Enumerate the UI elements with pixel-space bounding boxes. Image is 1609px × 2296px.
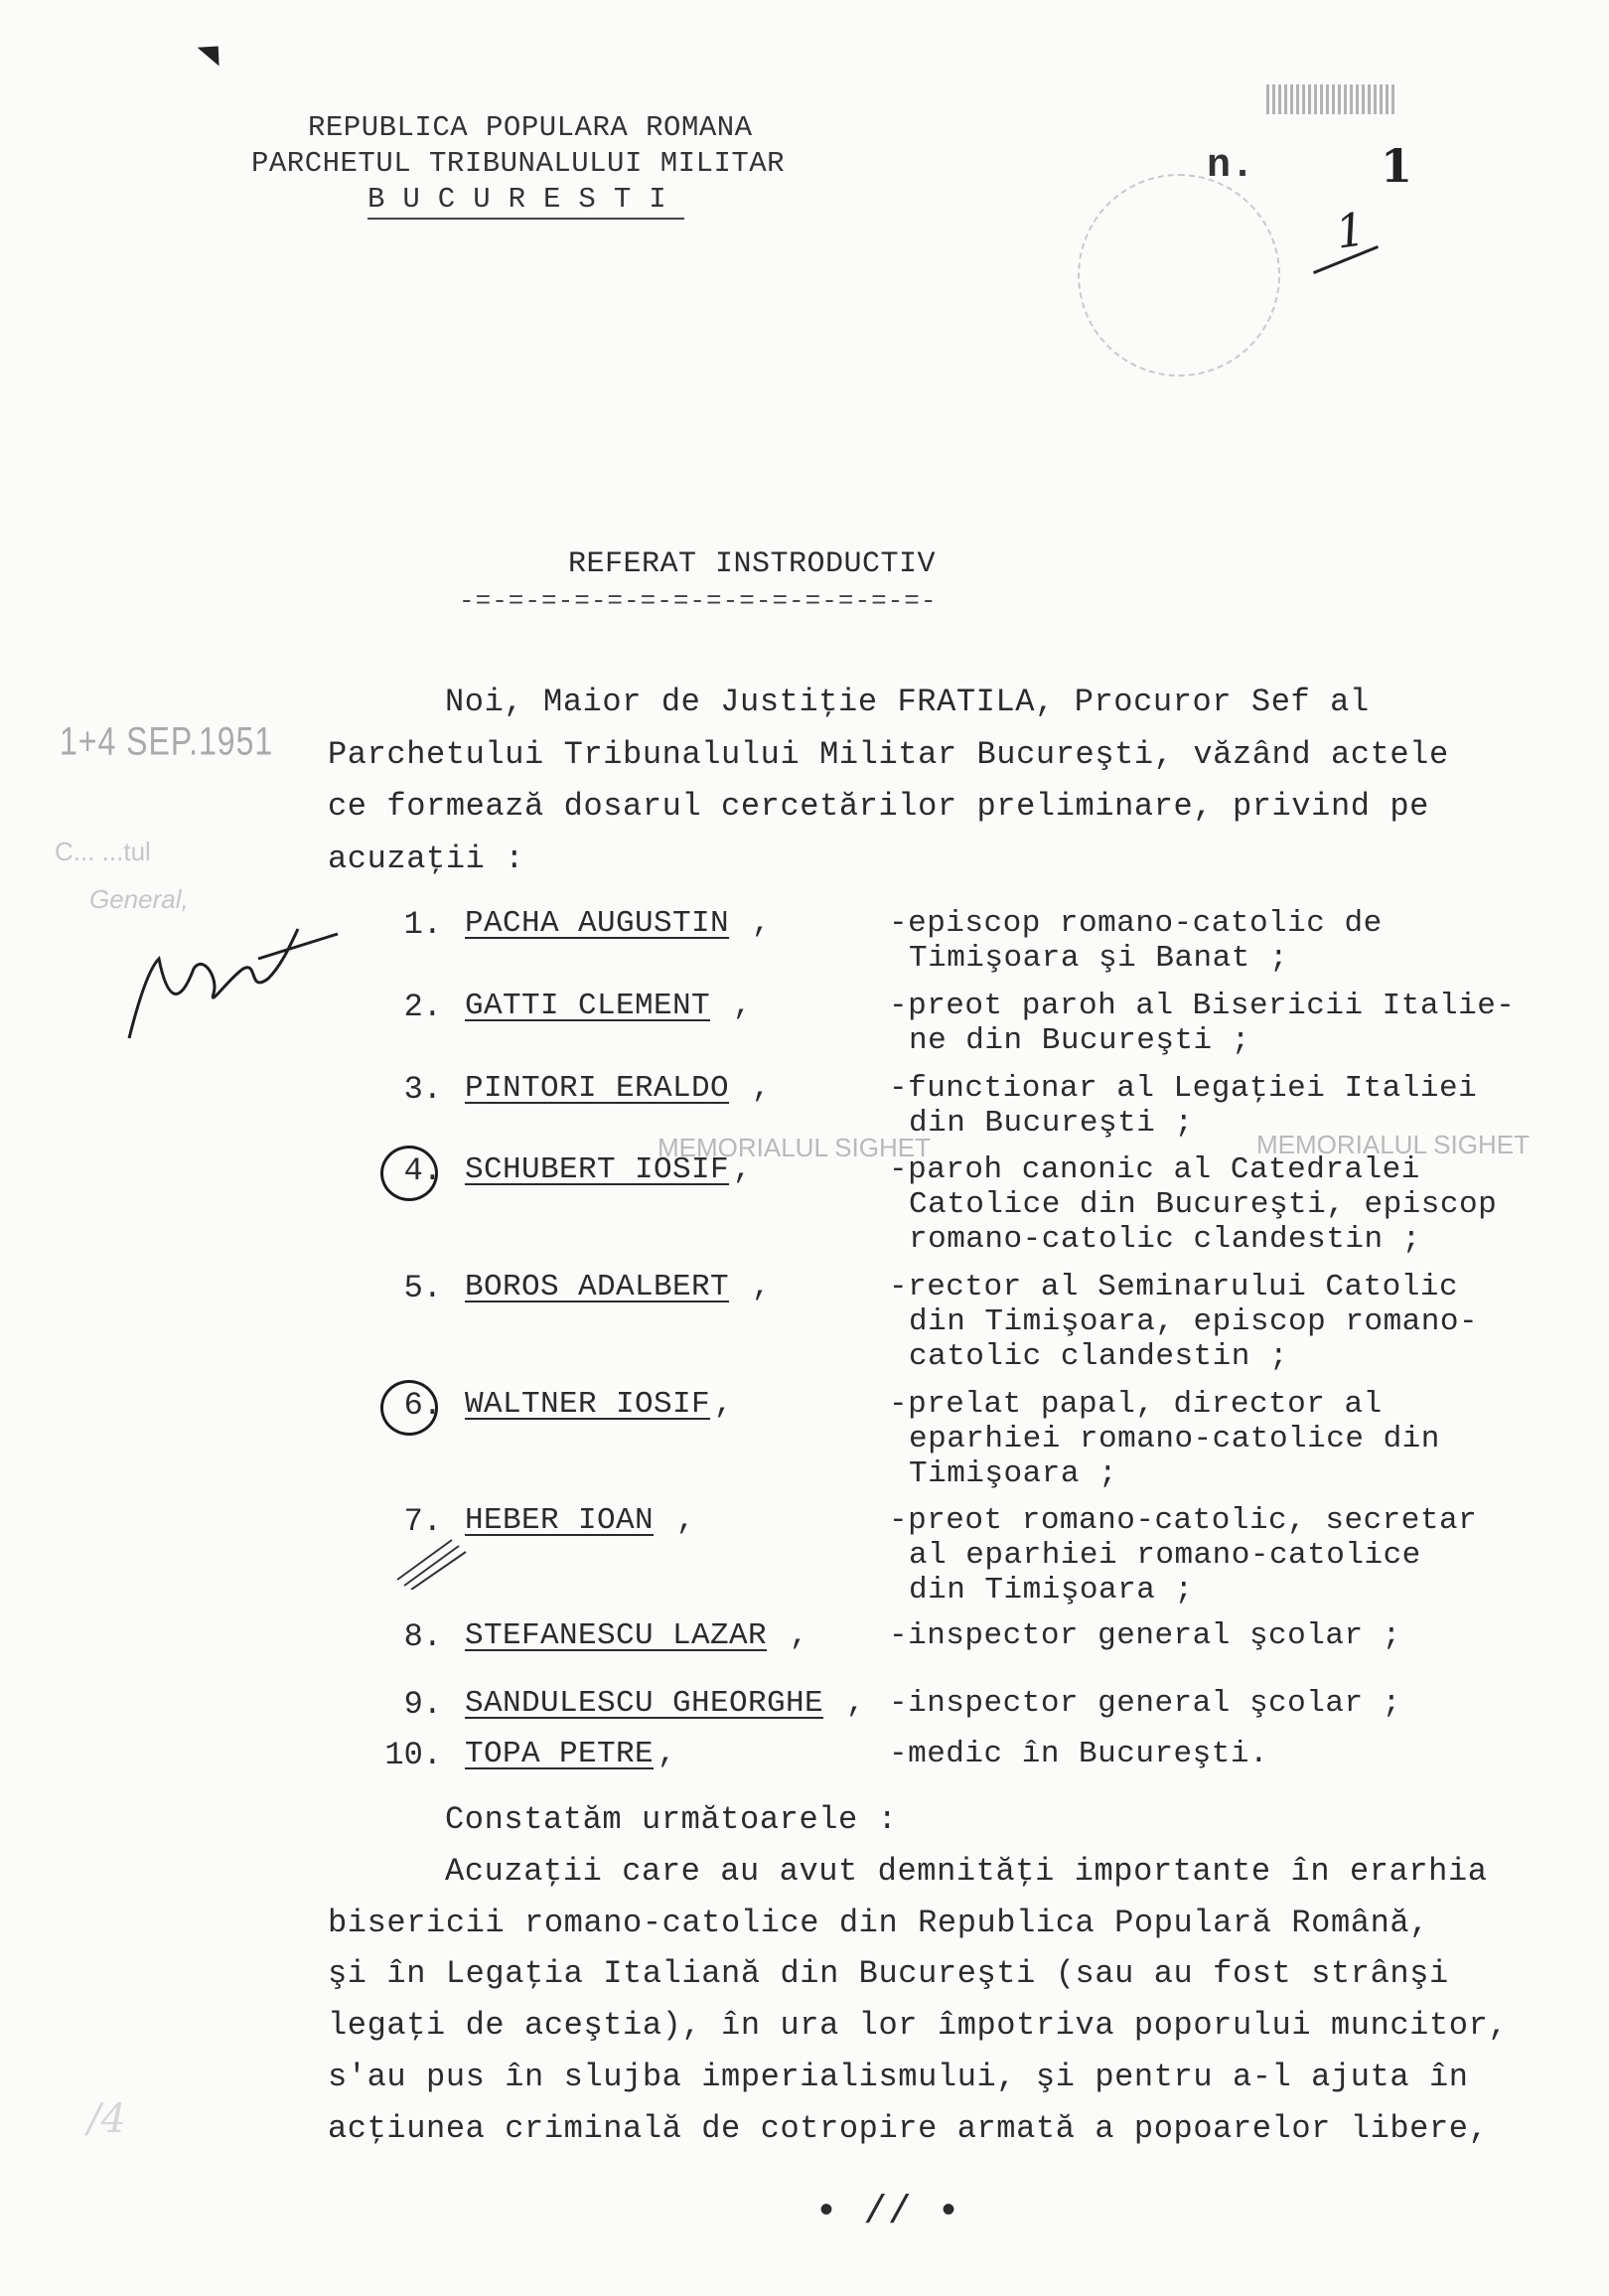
intro-line-1: Noi, Maior de Justiţie FRATILA, Procuror Sef al <box>445 684 1370 720</box>
accused-number: 7. <box>403 1503 442 1540</box>
separator-comma: , <box>733 989 752 1023</box>
accused-name: GATTI CLEMENT <box>465 989 711 1023</box>
accused-name: SCHUBERT IOSIF <box>465 1152 730 1187</box>
accused-number: 8. <box>403 1618 442 1655</box>
accused-name: SANDULESCU GHEORGHE <box>465 1686 824 1721</box>
accused-number: 10. <box>384 1737 442 1773</box>
header-city: BUCURESTI <box>367 183 684 220</box>
separator-comma: , <box>846 1686 865 1721</box>
title-decoration: -=-=-=-=-=-=-=-=-=-=-=-=-=-=- <box>459 586 938 616</box>
accused-name: PINTORI ERALDO <box>465 1071 730 1106</box>
accused-name: HEBER IOAN <box>465 1503 655 1538</box>
accused-name: PACHA AUGUSTIN <box>465 906 730 941</box>
header-line-1: REPUBLICA POPULARA ROMANA <box>308 111 753 144</box>
separator-comma: , <box>658 1737 676 1771</box>
accused-description: -prelat papal, director al eparhiei romano-catolice din Timişoara ; <box>889 1387 1440 1491</box>
intro-line-3: ce formează dosarul cercetărilor preliminare, privind pe <box>328 788 1429 825</box>
accused-name: WALTNER IOSIF <box>465 1387 711 1422</box>
watermark: MEMORIALUL SIGHET <box>658 1133 931 1162</box>
intro-line-4: acuzaţii : <box>328 841 525 877</box>
accused-description: -preot paroh al Bisericii Italie- ne din Bucureşti ; <box>889 989 1516 1058</box>
accused-name: STEFANESCU LAZAR <box>465 1618 768 1653</box>
accused-description: -inspector general şcolar ; <box>889 1686 1401 1721</box>
separator-comma: , <box>790 1618 808 1653</box>
accused-description: -preot romano-catolic, secretar al eparhiei romano-catolice din Timişoara ; <box>889 1503 1478 1607</box>
accused-name: TOPA PETRE <box>465 1737 655 1771</box>
separator-comma: , <box>676 1503 695 1538</box>
body-line-1: Constatăm următoarele : <box>445 1801 898 1838</box>
separator-comma: , <box>752 906 771 941</box>
document-title: REFERAT INSTRODUCTIV <box>568 547 937 581</box>
accused-description: -inspector general şcolar ; <box>889 1618 1401 1653</box>
body-line-6: s'au pus în slujba imperialismului, şi pentru a-l ajuta în <box>328 2059 1469 2095</box>
page-number: 1 <box>1381 139 1413 193</box>
accused-number: 4. <box>403 1152 442 1189</box>
separator-comma: , <box>733 1152 752 1187</box>
round-seal-stamp <box>1078 174 1280 377</box>
accused-description: -functionar al Legaţiei Italiei din Bucureşti ; <box>889 1071 1478 1141</box>
body-line-4: şi în Legaţia Italiană din Bucureşti (sau au fost strânşi <box>328 1955 1449 1992</box>
accused-description: -medic în Bucureşti. <box>889 1737 1269 1771</box>
header-line-2: PARCHETUL TRIBUNALULUI MILITAR <box>251 147 786 180</box>
handwritten-hatch-mark <box>392 1530 472 1590</box>
accused-description: -rector al Seminarului Catolic din Timişoara, episcop romano- catolic clandestin ; <box>889 1270 1479 1374</box>
stamp-date: 1+4 SEP.1951 <box>60 718 274 764</box>
handwritten-signature <box>109 899 358 1048</box>
accused-number: 9. <box>403 1686 442 1723</box>
handwritten-page-number: 1 <box>1332 202 1369 259</box>
body-line-5: legaţi de aceştia), în ura lor împotriva poporului muncitor, <box>328 2007 1509 2044</box>
body-line-7: acţiunea criminală de cotropire armată a popoarelor libere, <box>328 2110 1489 2147</box>
intro-line-2: Parchetului Tribunalului Militar Bucureşti, văzând actele <box>328 736 1449 773</box>
accused-number: 3. <box>403 1071 442 1108</box>
stamp-line-2: General, <box>89 884 189 914</box>
accused-number: 1. <box>403 906 442 943</box>
separator-comma: , <box>752 1270 771 1304</box>
accused-name: BOROS ADALBERT <box>465 1270 730 1304</box>
stamp-line-1: C... ...tul <box>55 837 151 866</box>
body-line-2: Acuzaţii care au avut demnităţi importante în erarhia <box>445 1853 1488 1890</box>
smudge-mark <box>1266 84 1395 114</box>
corner-mark <box>198 37 228 70</box>
separator-comma: , <box>714 1387 733 1422</box>
registry-mark: n. <box>1207 144 1255 189</box>
accused-number: 5. <box>403 1270 442 1306</box>
accused-description: -episcop romano-catolic de Timişoara şi Banat ; <box>889 906 1383 976</box>
accused-description: -paroh canonic al Catedralei Catolice din Bucureşti, episcop romano-catolic clandestin ; <box>889 1152 1498 1257</box>
continuation-mark: • // • <box>814 2191 961 2235</box>
accused-number: 2. <box>403 989 442 1025</box>
watermark: MEMORIALUL SIGHET <box>1256 1130 1530 1159</box>
body-line-3: bisericii romano-catolice din Republica Populară Română, <box>328 1905 1429 1941</box>
accused-number: 6. <box>403 1387 442 1424</box>
pencil-mark: /4 <box>87 2096 126 2142</box>
separator-comma: , <box>752 1071 771 1106</box>
